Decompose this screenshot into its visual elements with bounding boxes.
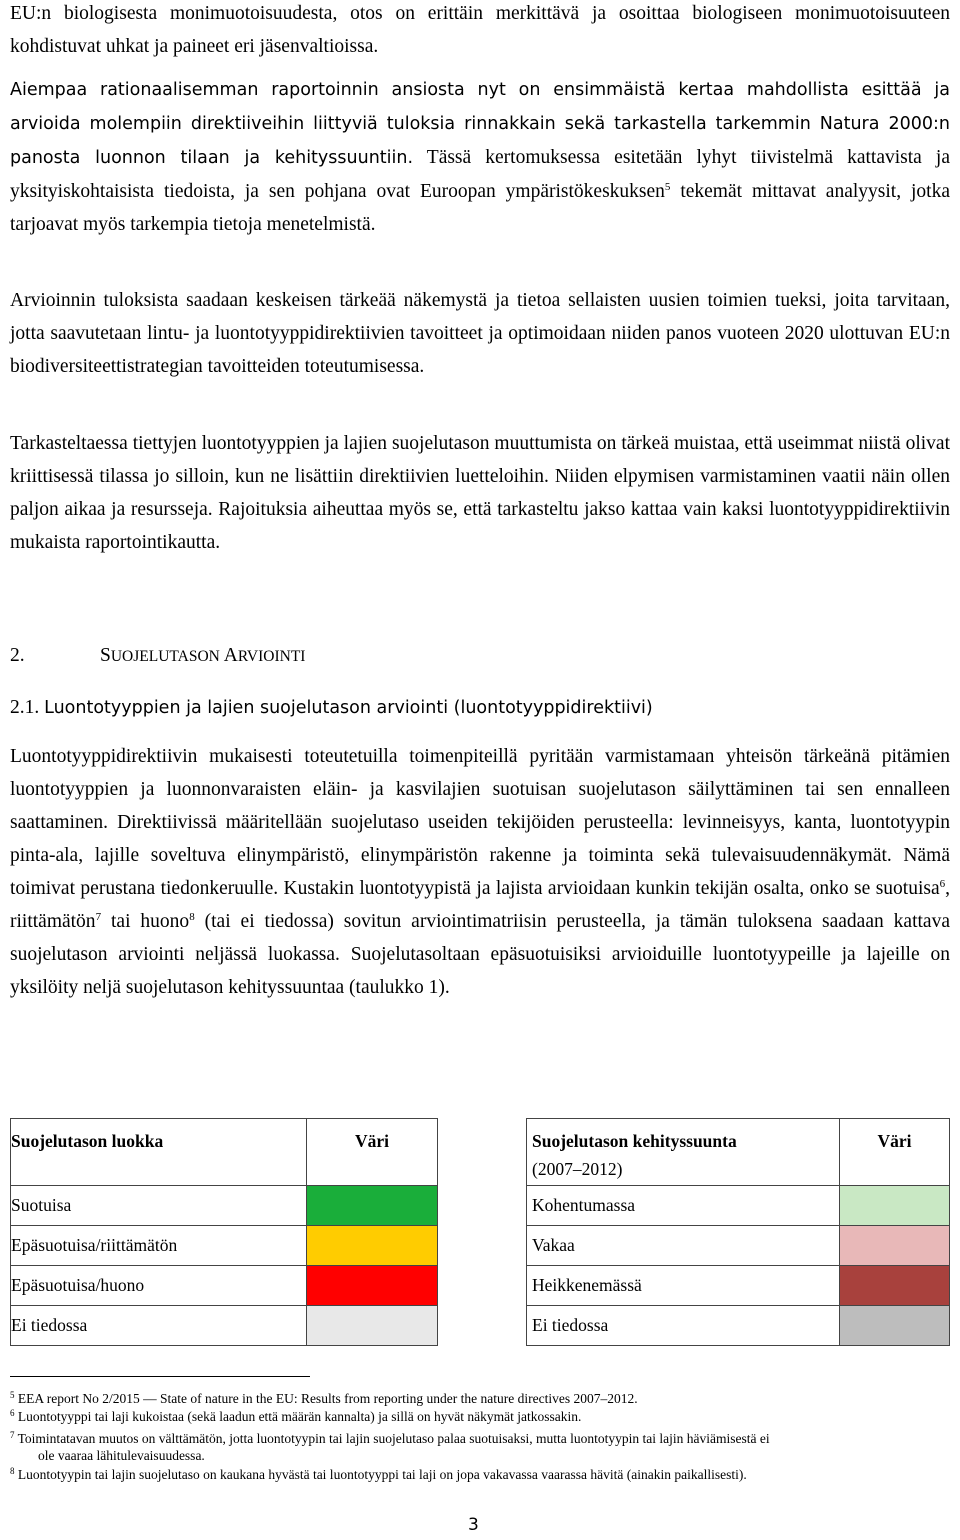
header-trend-block	[532, 1119, 839, 1183]
subsection-title: Luontotyyppien ja lajien suojelutason arviointi (luontotyyppidirektiivi)	[44, 698, 653, 718]
paragraph-2-part-a: Aiempaa rationaalisemman raportoinnin ansiosta nyt on ensimmäistä kertaa mahdollista esittää ja arvioida molempiin direktiiveihin liittyviä tuloksia rinnakkain sekä tarkastella tarkemmin Natura 2000:n panosta luonnon tilaan ja kehityssuuntiin.	[10, 80, 950, 168]
table-row	[11, 1226, 438, 1266]
paragraph-5-part-a: Luontotyyppidirektiivin mukaisesti toteutetuilla toimenpiteillä pyritään varmistamaan yhteisön tärkeänä pitämien luontotyyppien ja luonnonvaraisten eläin- ja kasvilajien suotuisan suojelutason säilyttäminen tai sen ennalleen saattaminen. Direktiivissä määritellään suojelutaso useiden tekijöiden perusteella: levinneisyys, kanta, luontotyypin pinta-ala, lajille soveltuva elinympäristö, elinympäristön rakenne ja toiminta sekä tulevaisuudennäkymät. Nämä toimivat perustana tiedonkeruulle. Kustakin luontotyypistä ja lajista arvioidaan kunkin tekijän osalta, onko se suotuisa	[10, 746, 950, 899]
paragraph-5-part-b: , riittämätön	[10, 878, 950, 932]
header-color-label: Väri	[354, 1131, 390, 1151]
header-cell-class	[11, 1119, 307, 1186]
header-class-label: Suojelutason luokka	[11, 1131, 164, 1151]
swatch	[307, 1266, 437, 1305]
footnote-8	[10, 1466, 950, 1483]
swatch	[840, 1306, 949, 1345]
swatch	[307, 1226, 437, 1265]
color-swatch-stable	[840, 1226, 950, 1266]
table-row	[527, 1306, 950, 1346]
footnote-6	[10, 1408, 950, 1425]
color-swatch-deteriorating	[840, 1266, 950, 1306]
paragraph-4: Tarkasteltaessa tiettyjen luontotyyppien ja lajien suojelutason muuttumista on tärkeä muistaa, että useimmat niistä olivat kriittisessä tilassa jo silloin, kun ne lisättiin direktiivien luetteloihin. Niiden elpymisen varmistaminen vaatii näin ollen paljon aikaa ja resursseja. Rajoituksia aiheuttaa myös se, että tarkasteltu jakso kattaa vain kaksi luontotyyppidirektiivin mukaista raportointikautta.	[10, 433, 950, 553]
heading-part-1: UOJELUTASON	[110, 648, 224, 665]
footnote-ref-6[interactable]: 6	[939, 878, 946, 890]
footnote-ref-5[interactable]: 5	[664, 181, 671, 193]
footnote-number: 7	[10, 1430, 15, 1440]
footnote-text-continued: ole vaaraa lähitulevaisuudessa.	[38, 1448, 205, 1463]
heading-letter-s: S	[100, 645, 111, 666]
trend-label-stable: Vakaa	[527, 1226, 840, 1266]
paragraph-2	[10, 73, 950, 241]
table-row	[11, 1306, 438, 1346]
footnote-5	[10, 1390, 950, 1407]
table-row	[527, 1186, 950, 1226]
status-label-unknown: Ei tiedossa	[11, 1306, 307, 1346]
heading-part-2: RVIOINTI	[237, 648, 306, 665]
section-heading-2	[10, 645, 305, 667]
color-swatch-unknown	[840, 1306, 950, 1346]
color-swatch-inadequate	[307, 1226, 438, 1266]
paragraph-3: Arvioinnin tuloksista saadaan keskeisen tärkeää näkemystä ja tietoa sellaisten uusien toimien tueksi, joita tarvitaan, jotta saavutetaan lintu- ja luontotyyppidirektiivien tavoitteet ja optimoidaan niiden panos vuoteen 2020 ulottuvan EU:n biodiversiteettistrategian tavoitteiden toteutumisessa.	[10, 290, 950, 377]
color-swatch-favourable	[307, 1186, 438, 1226]
status-label-inadequate: Epäsuotuisa/riittämätön	[11, 1226, 307, 1266]
footnote-number: 6	[10, 1408, 15, 1418]
table-header-row	[527, 1119, 950, 1186]
trend-label-deteriorating: Heikkenemässä	[527, 1266, 840, 1306]
paragraph-1: EU:n biologisesta monimuotoisuudesta, otos on erittäin merkittävä ja osoittaa biologiseen monimuotoisuuteen kohdistuvat uhkat ja paineet eri jäsenvaltioissa.	[10, 3, 950, 57]
paragraph-5-part-d: (tai ei tiedossa) sovitun arviointimatriisin perusteella, ja tämän tuloksena saadaan kattava suojelutason arviointi neljässä luokassa. Suojelutasoltaan epäsuotuisiksi arvioiduille luontotyypeille ja lajeille on yksilöity neljä suojelutason kehityssuuntaa (taulukko 1).	[10, 911, 950, 998]
footnote-separator	[10, 1376, 310, 1377]
section-number: 2.	[10, 645, 25, 666]
table-header-row	[11, 1119, 438, 1186]
paragraph-5-part-c: tai huono	[101, 911, 190, 932]
header-cell-trend	[527, 1119, 840, 1186]
paragraph-2-part-b: Tässä kertomuksessa esitetään lyhyt tiivistelmä kattavista ja yksityiskohtaisista tiedoista, ja sen pohjana ovat Euroopan ympäristökeskuksen	[10, 147, 950, 202]
trend-table	[526, 1118, 950, 1346]
footnote-text: Luontotyypin tai lajin suojelutaso on kaukana hyvästä tai luontotyyppi tai laji on jopa vakavassa vaarassa hävitä (ainakin paikallisesti).	[14, 1467, 747, 1482]
table-row	[11, 1186, 438, 1226]
swatch	[307, 1306, 437, 1345]
footnote-ref-8[interactable]: 8	[189, 911, 195, 923]
header-cell-color	[840, 1119, 950, 1186]
swatch	[840, 1226, 949, 1265]
footnote-number: 8	[10, 1466, 15, 1476]
status-label-bad: Epäsuotuisa/huono	[11, 1266, 307, 1306]
footnote-text: EEA report No 2/2015 — State of nature in the EU: Results from reporting under the nature directives 2007–2012.	[14, 1391, 638, 1406]
table-row	[527, 1266, 950, 1306]
subsection-number: 2.1.	[10, 697, 40, 718]
footnote-text: Luontotyyppi tai laji kukoistaa (sekä laadun että määrän kannalta) ja sillä on hyvät näkymät jatkossakin.	[14, 1409, 582, 1424]
heading-letter-a: A	[223, 645, 238, 666]
paragraph-5	[10, 740, 950, 1004]
trend-label-unknown: Ei tiedossa	[527, 1306, 840, 1346]
header-color-label: Väri	[877, 1131, 912, 1151]
swatch	[840, 1186, 949, 1225]
trend-label-improving: Kohentumassa	[527, 1186, 840, 1226]
table-row	[527, 1226, 950, 1266]
header-cell-color	[307, 1119, 438, 1186]
paragraph-2-part-c: tekemät mittavat analyysit, jotka tarjoavat myös tarkempia tietoja menetelmistä.	[10, 181, 950, 235]
header-trend-label: Suojelutason kehityssuunta	[532, 1131, 737, 1151]
status-label-favourable: Suotuisa	[11, 1186, 307, 1226]
status-class-table	[10, 1118, 438, 1346]
color-swatch-bad	[307, 1266, 438, 1306]
color-swatch-unknown	[307, 1306, 438, 1346]
header-period-label: (2007–2012)	[532, 1159, 623, 1179]
footnote-text: Toimintatavan muutos on välttämätön, jotta luontotyypin tai lajin suojelutaso palaa suotuisaksi, mutta luontotyypin tai lajin häviämisestä ei	[14, 1431, 770, 1446]
swatch	[307, 1186, 437, 1225]
subsection-heading-2-1	[10, 697, 653, 719]
page-number: 3	[468, 1515, 479, 1535]
footnote-7	[10, 1430, 950, 1464]
swatch	[840, 1266, 949, 1305]
footnote-number: 5	[10, 1390, 15, 1400]
table-row	[11, 1266, 438, 1306]
color-swatch-improving	[840, 1186, 950, 1226]
footnote-ref-7[interactable]: 7	[95, 911, 102, 923]
